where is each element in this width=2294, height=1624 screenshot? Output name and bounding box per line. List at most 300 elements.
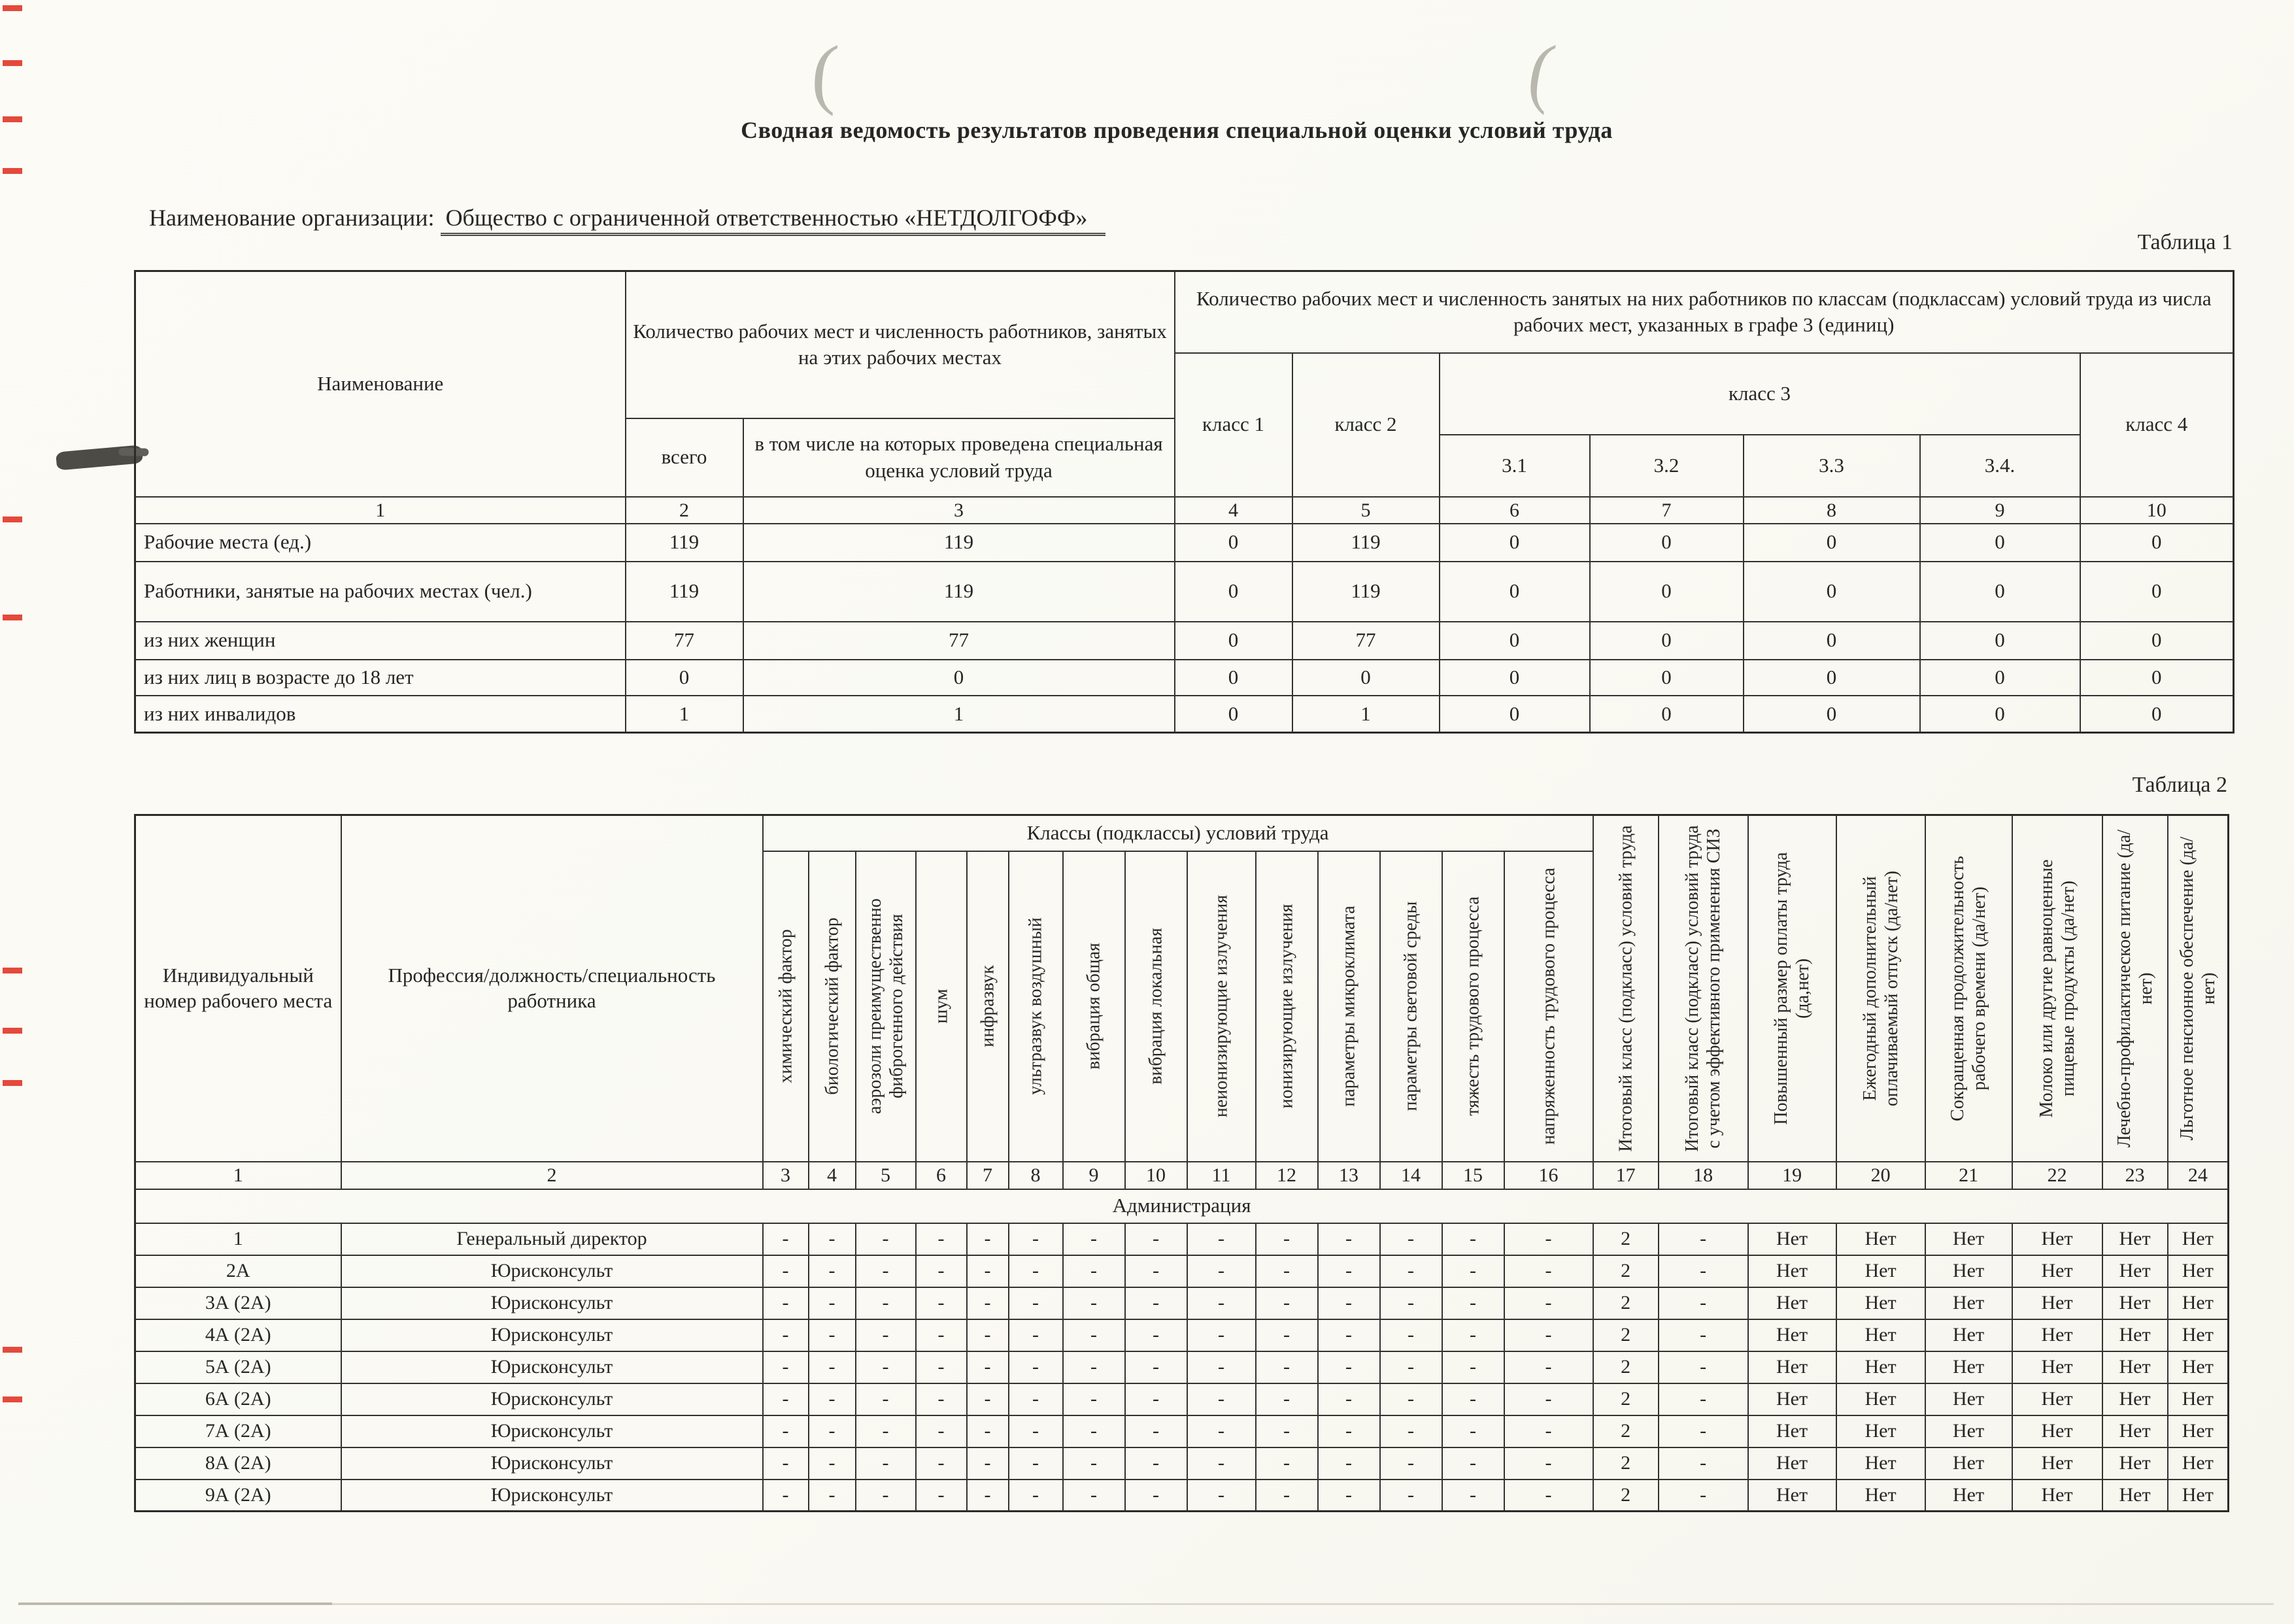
table-cell: -: [856, 1319, 916, 1351]
table-cell: из них женщин: [135, 622, 626, 660]
table-cell: -: [1659, 1415, 1748, 1447]
table-cell: 0: [1590, 696, 1744, 733]
table-cell: 0: [1440, 524, 1590, 562]
table-cell: Нет: [1925, 1447, 2012, 1480]
table-cell: -: [967, 1287, 1009, 1319]
table-cell: -: [1009, 1255, 1063, 1287]
table-cell: -: [856, 1447, 916, 1480]
table-cell: -: [1318, 1255, 1380, 1287]
table-cell: -: [1063, 1415, 1125, 1447]
table-cell: 5: [1292, 497, 1440, 524]
table-cell: Нет: [2012, 1223, 2102, 1255]
table-cell: 16: [1504, 1162, 1593, 1189]
t2-header-final-class: Итоговый класс (подкласс) условий труда: [1593, 815, 1659, 1162]
t1-header-sub32: 3.2: [1590, 435, 1744, 497]
table-cell: -: [1063, 1223, 1125, 1255]
table-cell: -: [1504, 1287, 1593, 1319]
t2-header-nonionizing: неионизирующие излучения: [1187, 851, 1256, 1162]
t2-body: [135, 1223, 2229, 1512]
table-cell: 0: [1440, 622, 1590, 660]
table-cell: 10: [1125, 1162, 1187, 1189]
table-cell: Нет: [2168, 1415, 2229, 1447]
table-cell: Нет: [2102, 1415, 2168, 1447]
table-cell: -: [1125, 1480, 1187, 1512]
table-cell: 0: [1590, 622, 1744, 660]
table-cell: 0: [1920, 622, 2080, 660]
table-row: [135, 1480, 2229, 1512]
table-cell: 0: [2080, 696, 2234, 733]
table-cell: -: [1504, 1223, 1593, 1255]
table-cell: -: [1063, 1287, 1125, 1319]
table-cell: -: [1504, 1480, 1593, 1512]
t2-header-intensity: напряженность трудового процесса: [1504, 851, 1593, 1162]
table-cell: 0: [743, 660, 1175, 696]
table-cell: Нет: [2012, 1351, 2102, 1383]
table-cell: Нет: [1925, 1287, 2012, 1319]
table-cell: -: [763, 1319, 809, 1351]
table-cell: 0: [1440, 562, 1590, 622]
table-cell: Юрисконсульт: [341, 1415, 763, 1447]
table-cell: Нет: [2168, 1383, 2229, 1415]
t1-header-class1: класс 1: [1175, 353, 1292, 497]
pen-arc-mark-left: (: [809, 27, 841, 117]
table-cell: -: [1187, 1223, 1256, 1255]
table-cell: -: [763, 1351, 809, 1383]
table-cell: 8: [1744, 497, 1920, 524]
t2-header-preferential-pension: Льготное пенсионное обеспечение (да/нет): [2168, 815, 2229, 1162]
table-cell: 2: [1593, 1447, 1659, 1480]
table-cell: -: [1442, 1319, 1504, 1351]
table-cell: 14: [1380, 1162, 1442, 1189]
table-cell: -: [763, 1415, 809, 1447]
table-cell: 0: [1920, 696, 2080, 733]
table-cell: Нет: [1748, 1351, 1836, 1383]
table-cell: 4А (2А): [135, 1319, 341, 1351]
table-cell: -: [1318, 1447, 1380, 1480]
table-cell: 1: [135, 1223, 341, 1255]
table-cell: -: [1256, 1351, 1318, 1383]
table-cell: -: [1380, 1383, 1442, 1415]
table-cell: -: [1380, 1415, 1442, 1447]
table-cell: 77: [743, 622, 1175, 660]
table-cell: -: [1504, 1447, 1593, 1480]
table-cell: -: [1256, 1319, 1318, 1351]
table-cell: -: [1318, 1383, 1380, 1415]
table-cell: -: [916, 1287, 967, 1319]
table-cell: -: [1125, 1319, 1187, 1351]
t2-header-biological: биологический фактор: [809, 851, 856, 1162]
table-cell: Нет: [2102, 1351, 2168, 1383]
ink-smudge: [56, 445, 143, 470]
table-cell: -: [809, 1383, 856, 1415]
table-cell: -: [916, 1447, 967, 1480]
table-cell: Нет: [2102, 1223, 2168, 1255]
table2-caption: Таблица 2: [2132, 773, 2227, 797]
table-cell: Нет: [2168, 1287, 2229, 1319]
table-cell: 1: [743, 696, 1175, 733]
table-cell: -: [1318, 1319, 1380, 1351]
table-cell: -: [1256, 1255, 1318, 1287]
t1-header-right-banner: Количество рабочих мест и численность занятых на них работников по классам (подклассам) условий труда из числа рабочих мест, указанных в графе 3 (единиц): [1175, 271, 2234, 353]
table-cell: -: [1256, 1480, 1318, 1512]
red-scan-mark: [3, 516, 22, 522]
table-cell: 0: [1590, 562, 1744, 622]
table-cell: -: [763, 1287, 809, 1319]
table-cell: 0: [1744, 524, 1920, 562]
table-cell: -: [916, 1415, 967, 1447]
table-cell: Работники, занятые на рабочих местах (чел.): [135, 562, 626, 622]
table-cell: -: [1442, 1351, 1504, 1383]
table-cell: -: [1256, 1415, 1318, 1447]
org-label: Наименование организации:: [149, 205, 435, 231]
table-cell: 6А (2А): [135, 1383, 341, 1415]
table-cell: 5А (2А): [135, 1351, 341, 1383]
table-cell: -: [1504, 1383, 1593, 1415]
table-cell: Рабочие места (ед.): [135, 524, 626, 562]
table-cell: -: [1318, 1415, 1380, 1447]
t2-header-classes-banner: Классы (подклассы) условий труда: [763, 815, 1593, 851]
table-cell: 2: [341, 1162, 763, 1189]
table-cell: -: [809, 1319, 856, 1351]
t2-header-increased-pay: Повышенный размер оплаты труда (да,нет): [1748, 815, 1836, 1162]
table-cell: -: [1187, 1255, 1256, 1287]
table-cell: 1: [135, 1162, 341, 1189]
table-cell: Нет: [2012, 1415, 2102, 1447]
table-cell: -: [967, 1415, 1009, 1447]
table-cell: 7: [967, 1162, 1009, 1189]
table-cell: -: [1659, 1255, 1748, 1287]
table-cell: -: [1442, 1480, 1504, 1512]
table-cell: 3: [743, 497, 1175, 524]
table-cell: -: [1380, 1287, 1442, 1319]
t1-header-including: в том числе на которых проведена специальная оценка условий труда: [743, 418, 1175, 497]
t2-header-preventive-nutrition: Лечебно-профилактическое питание (да/нет): [2102, 815, 2168, 1162]
table-row: [135, 1255, 2229, 1287]
table-cell: Нет: [1836, 1287, 1925, 1319]
document-title: Сводная ведомость результатов проведения специальной оценки условий труда: [741, 117, 1613, 143]
table-cell: -: [1442, 1383, 1504, 1415]
table-cell: 1: [135, 497, 626, 524]
table-cell: Генеральный директор: [341, 1223, 763, 1255]
t1-header-sub34: 3.4.: [1920, 435, 2080, 497]
t2-header-aerosols: аэрозоли преимущественно фиброгенного действия: [856, 851, 916, 1162]
table-cell: -: [809, 1447, 856, 1480]
table-cell: Нет: [1836, 1480, 1925, 1512]
table-cell: -: [1318, 1287, 1380, 1319]
table-cell: Нет: [2168, 1351, 2229, 1383]
table-cell: -: [916, 1480, 967, 1512]
table-cell: -: [1187, 1351, 1256, 1383]
table-cell: 1: [626, 696, 743, 733]
t2-header-chemical: химический фактор: [763, 851, 809, 1162]
table-cell: -: [1009, 1287, 1063, 1319]
table-cell: -: [1504, 1415, 1593, 1447]
table-cell: -: [1504, 1319, 1593, 1351]
table-cell: -: [809, 1415, 856, 1447]
red-scan-mark: [3, 60, 22, 66]
table-cell: Нет: [1836, 1351, 1925, 1383]
table-cell: Нет: [2168, 1255, 2229, 1287]
table-cell: -: [1009, 1351, 1063, 1383]
t2-header-ionizing: ионизирующие излучения: [1256, 851, 1318, 1162]
red-scan-mark: [3, 1080, 22, 1086]
table-cell: 0: [1175, 696, 1292, 733]
table-row: [135, 1223, 2229, 1255]
table-cell: -: [809, 1255, 856, 1287]
table-cell: -: [1187, 1383, 1256, 1415]
table-cell: 10: [2080, 497, 2234, 524]
table-cell: -: [1063, 1351, 1125, 1383]
table-row: [135, 497, 2234, 524]
table-cell: -: [1187, 1287, 1256, 1319]
red-scan-mark: [3, 116, 22, 122]
table-cell: 2: [1593, 1351, 1659, 1383]
organization-line: [149, 204, 1105, 231]
table-row: [135, 1319, 2229, 1351]
table-cell: Юрисконсульт: [341, 1319, 763, 1351]
table-cell: Нет: [2012, 1383, 2102, 1415]
red-scan-mark: [3, 968, 22, 973]
table-cell: 21: [1925, 1162, 2012, 1189]
table-cell: -: [856, 1223, 916, 1255]
table-cell: Нет: [1925, 1319, 2012, 1351]
table-cell: -: [967, 1383, 1009, 1415]
table-cell: Нет: [1836, 1447, 1925, 1480]
table-cell: Нет: [1748, 1415, 1836, 1447]
table-cell: 0: [1175, 562, 1292, 622]
table-cell: Нет: [2012, 1319, 2102, 1351]
table-cell: 8А (2А): [135, 1447, 341, 1480]
table-cell: 0: [2080, 524, 2234, 562]
org-name: Общество с ограниченной ответственностью «НЕТДОЛГОФФ»: [441, 205, 1106, 236]
table-row: [135, 622, 2234, 660]
table-cell: -: [1063, 1255, 1125, 1287]
table-cell: 119: [743, 562, 1175, 622]
table-cell: Нет: [1925, 1415, 2012, 1447]
table-cell: 12: [1256, 1162, 1318, 1189]
t2-header-additional-leave: Ежегодный дополнительный оплачиваемый отпуск (да/нет): [1836, 815, 1925, 1162]
table-cell: 3: [763, 1162, 809, 1189]
table-row: [135, 1383, 2229, 1415]
table-cell: -: [856, 1480, 916, 1512]
table-cell: -: [1659, 1351, 1748, 1383]
table-cell: -: [1125, 1415, 1187, 1447]
table-cell: -: [1380, 1223, 1442, 1255]
table-cell: -: [967, 1447, 1009, 1480]
table-cell: 119: [626, 562, 743, 622]
table-cell: 0: [1590, 524, 1744, 562]
table-cell: Нет: [1836, 1415, 1925, 1447]
table-cell: -: [1125, 1351, 1187, 1383]
t2-section-label: Администрация: [135, 1189, 2229, 1223]
scan-line-dark-segment: [18, 1602, 332, 1605]
table-cell: 0: [2080, 660, 2234, 696]
table-cell: -: [1442, 1255, 1504, 1287]
t2-header-vibration-local: вибрация локальная: [1125, 851, 1187, 1162]
table-cell: 9: [1063, 1162, 1125, 1189]
table-cell: Юрисконсульт: [341, 1287, 763, 1319]
red-scan-mark: [3, 1347, 22, 1353]
table-row: [135, 562, 2234, 622]
t2-column-numbers: [135, 1162, 2229, 1189]
table-cell: -: [1504, 1255, 1593, 1287]
table-cell: Нет: [2102, 1480, 2168, 1512]
table-cell: Нет: [2102, 1447, 2168, 1480]
table-cell: -: [967, 1223, 1009, 1255]
table-cell: 2: [1593, 1383, 1659, 1415]
table-cell: 0: [626, 660, 743, 696]
table-cell: 119: [1292, 524, 1440, 562]
table-cell: 2: [1593, 1319, 1659, 1351]
table-cell: 0: [1920, 562, 2080, 622]
table-cell: -: [809, 1287, 856, 1319]
table-cell: Нет: [1836, 1319, 1925, 1351]
table-cell: 4: [1175, 497, 1292, 524]
table-cell: Нет: [2012, 1255, 2102, 1287]
summary-table-1: [134, 270, 2235, 734]
table-cell: 0: [1744, 660, 1920, 696]
table-cell: -: [916, 1383, 967, 1415]
table-cell: 0: [1744, 562, 1920, 622]
table-cell: -: [809, 1480, 856, 1512]
table-cell: -: [1125, 1383, 1187, 1415]
table-cell: 0: [2080, 622, 2234, 660]
t2-header-noise: шум: [916, 851, 967, 1162]
table-cell: Нет: [1748, 1383, 1836, 1415]
table-cell: -: [1009, 1383, 1063, 1415]
table-cell: 11: [1187, 1162, 1256, 1189]
table-cell: -: [809, 1223, 856, 1255]
table-cell: Нет: [2168, 1480, 2229, 1512]
table-cell: -: [1063, 1447, 1125, 1480]
red-scan-mark: [3, 1028, 22, 1034]
table-cell: Нет: [1925, 1351, 2012, 1383]
table-cell: -: [967, 1319, 1009, 1351]
table-cell: Нет: [1925, 1223, 2012, 1255]
t1-header-name: Наименование: [135, 271, 626, 497]
table-cell: -: [1380, 1351, 1442, 1383]
table-cell: из них лиц в возрасте до 18 лет: [135, 660, 626, 696]
table-cell: -: [1009, 1447, 1063, 1480]
table-cell: Нет: [1748, 1319, 1836, 1351]
table-cell: -: [856, 1383, 916, 1415]
table-cell: -: [1187, 1415, 1256, 1447]
table-cell: 19: [1748, 1162, 1836, 1189]
t1-column-numbers: [135, 497, 2234, 524]
table-cell: 2: [626, 497, 743, 524]
table-cell: -: [1442, 1447, 1504, 1480]
table-cell: 5: [856, 1162, 916, 1189]
table-cell: -: [1009, 1319, 1063, 1351]
table-cell: Нет: [2102, 1287, 2168, 1319]
table-row: [135, 524, 2234, 562]
table-cell: -: [763, 1223, 809, 1255]
t2-header-severity: тяжесть трудового процесса: [1442, 851, 1504, 1162]
table-cell: Нет: [1925, 1480, 2012, 1512]
table-cell: -: [967, 1255, 1009, 1287]
table-cell: -: [1380, 1480, 1442, 1512]
table-cell: 24: [2168, 1162, 2229, 1189]
table-cell: -: [1125, 1447, 1187, 1480]
table-cell: Нет: [1748, 1480, 1836, 1512]
table-cell: -: [763, 1480, 809, 1512]
table-cell: -: [1318, 1223, 1380, 1255]
table-cell: Нет: [1748, 1287, 1836, 1319]
table-cell: 13: [1318, 1162, 1380, 1189]
table-cell: -: [763, 1383, 809, 1415]
table-cell: 6: [916, 1162, 967, 1189]
table-cell: -: [916, 1223, 967, 1255]
table-cell: 0: [1590, 660, 1744, 696]
table-cell: -: [1659, 1383, 1748, 1415]
table-cell: Юрисконсульт: [341, 1480, 763, 1512]
table-cell: Нет: [2168, 1447, 2229, 1480]
t2-header-profession: Профессия/должность/специальность работника: [341, 815, 763, 1162]
table-cell: -: [916, 1319, 967, 1351]
table-cell: -: [1380, 1319, 1442, 1351]
t2-header-microclimate: параметры микроклимата: [1318, 851, 1380, 1162]
table-cell: 0: [1440, 660, 1590, 696]
t2-section: [135, 1189, 2229, 1223]
table-cell: 0: [1175, 660, 1292, 696]
table-cell: -: [1256, 1447, 1318, 1480]
table-cell: 6: [1440, 497, 1590, 524]
table-cell: -: [1442, 1287, 1504, 1319]
table-cell: 18: [1659, 1162, 1748, 1189]
summary-table-2: [134, 814, 2229, 1512]
table-cell: -: [1256, 1287, 1318, 1319]
t1-header-total: всего: [626, 418, 743, 497]
table-cell: Нет: [1748, 1255, 1836, 1287]
table-cell: -: [856, 1415, 916, 1447]
table-cell: -: [856, 1255, 916, 1287]
table-cell: 0: [1175, 524, 1292, 562]
t2-header-reduced-hours: Сокращенная продолжительность рабочего времени (да/нет): [1925, 815, 2012, 1162]
t2-header-workplace-number: Индивидуальный номер рабочего места: [135, 815, 341, 1162]
table-cell: 119: [626, 524, 743, 562]
table-cell: -: [763, 1447, 809, 1480]
t1-body: [135, 524, 2234, 733]
table-cell: -: [1125, 1287, 1187, 1319]
table-cell: 2: [1593, 1223, 1659, 1255]
table-cell: 3А (2А): [135, 1287, 341, 1319]
table-cell: -: [1659, 1480, 1748, 1512]
table-cell: 8: [1009, 1162, 1063, 1189]
table-cell: Нет: [1836, 1223, 1925, 1255]
table-cell: 119: [743, 524, 1175, 562]
table-cell: -: [1187, 1447, 1256, 1480]
table-cell: 0: [1744, 622, 1920, 660]
t1-header-sub31: 3.1: [1440, 435, 1590, 497]
table-cell: 7: [1590, 497, 1744, 524]
table-cell: 0: [1920, 524, 2080, 562]
table-cell: 9А (2А): [135, 1480, 341, 1512]
table-cell: Нет: [2012, 1480, 2102, 1512]
table-cell: Нет: [1748, 1447, 1836, 1480]
table-cell: Юрисконсульт: [341, 1255, 763, 1287]
table-cell: -: [967, 1351, 1009, 1383]
table-cell: 7А (2А): [135, 1415, 341, 1447]
scan-line: [18, 1603, 2274, 1605]
t1-header-sub33: 3.3: [1744, 435, 1920, 497]
table-cell: -: [1380, 1447, 1442, 1480]
table-cell: 2: [1593, 1415, 1659, 1447]
table-row: [135, 1415, 2229, 1447]
table-cell: из них инвалидов: [135, 696, 626, 733]
red-scan-mark: [3, 615, 22, 620]
table-cell: 1: [1292, 696, 1440, 733]
table-cell: -: [1442, 1223, 1504, 1255]
